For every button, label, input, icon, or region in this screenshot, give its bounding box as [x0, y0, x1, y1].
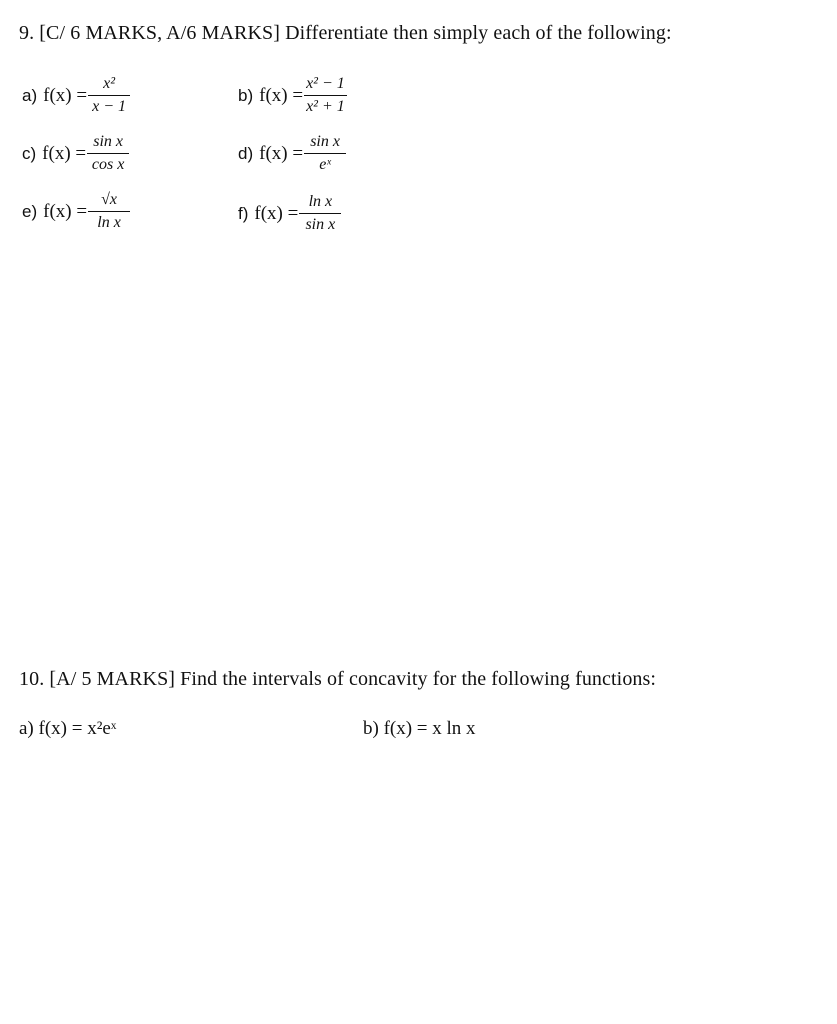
item-label: a) [22, 85, 38, 105]
fraction [88, 192, 130, 231]
function-lhs: f(x) = [43, 200, 88, 222]
numerator: √x [88, 192, 130, 212]
function-lhs: f(x) = [43, 84, 88, 106]
denominator: x − 1 [92, 98, 127, 115]
numerator: x² − 1 [304, 76, 347, 96]
item-label: c) [22, 143, 37, 163]
numerator: ln x [299, 194, 341, 214]
question-9d [238, 134, 346, 173]
question-9f [238, 194, 341, 233]
numerator: sin x [304, 134, 346, 154]
fraction [87, 134, 129, 173]
function-lhs: f(x) = [259, 142, 304, 164]
numerator: x² [88, 76, 130, 96]
fraction [304, 76, 347, 115]
item-label: b) [238, 85, 254, 105]
question-10b: b) f(x) = x ln x [363, 718, 476, 739]
denominator: eˣ [319, 156, 331, 173]
question-9b [238, 76, 347, 115]
question-9e [22, 192, 130, 231]
function-lhs: f(x) = [259, 84, 304, 106]
item-label: d) [238, 143, 254, 163]
question-9c [22, 134, 129, 173]
denominator: x² + 1 [306, 98, 345, 115]
question-10a: a) f(x) = x²eˣ [19, 718, 117, 739]
denominator: ln x [97, 214, 121, 231]
question-9-heading: 9. [C/ 6 MARKS, A/6 MARKS] Differentiate then simply each of the following: [19, 22, 672, 44]
numerator: sin x [87, 134, 129, 154]
denominator: cos x [91, 156, 125, 173]
question-9a [22, 76, 130, 115]
function-lhs: f(x) = [254, 202, 299, 224]
item-label: f) [238, 203, 249, 223]
item-label: e) [22, 201, 38, 221]
fraction [88, 76, 130, 115]
denominator: sin x [305, 216, 336, 233]
fraction [304, 134, 346, 173]
question-10-heading: 10. [A/ 5 MARKS] Find the intervals of concavity for the following functions: [19, 668, 657, 690]
fraction [299, 194, 341, 233]
function-lhs: f(x) = [42, 142, 87, 164]
